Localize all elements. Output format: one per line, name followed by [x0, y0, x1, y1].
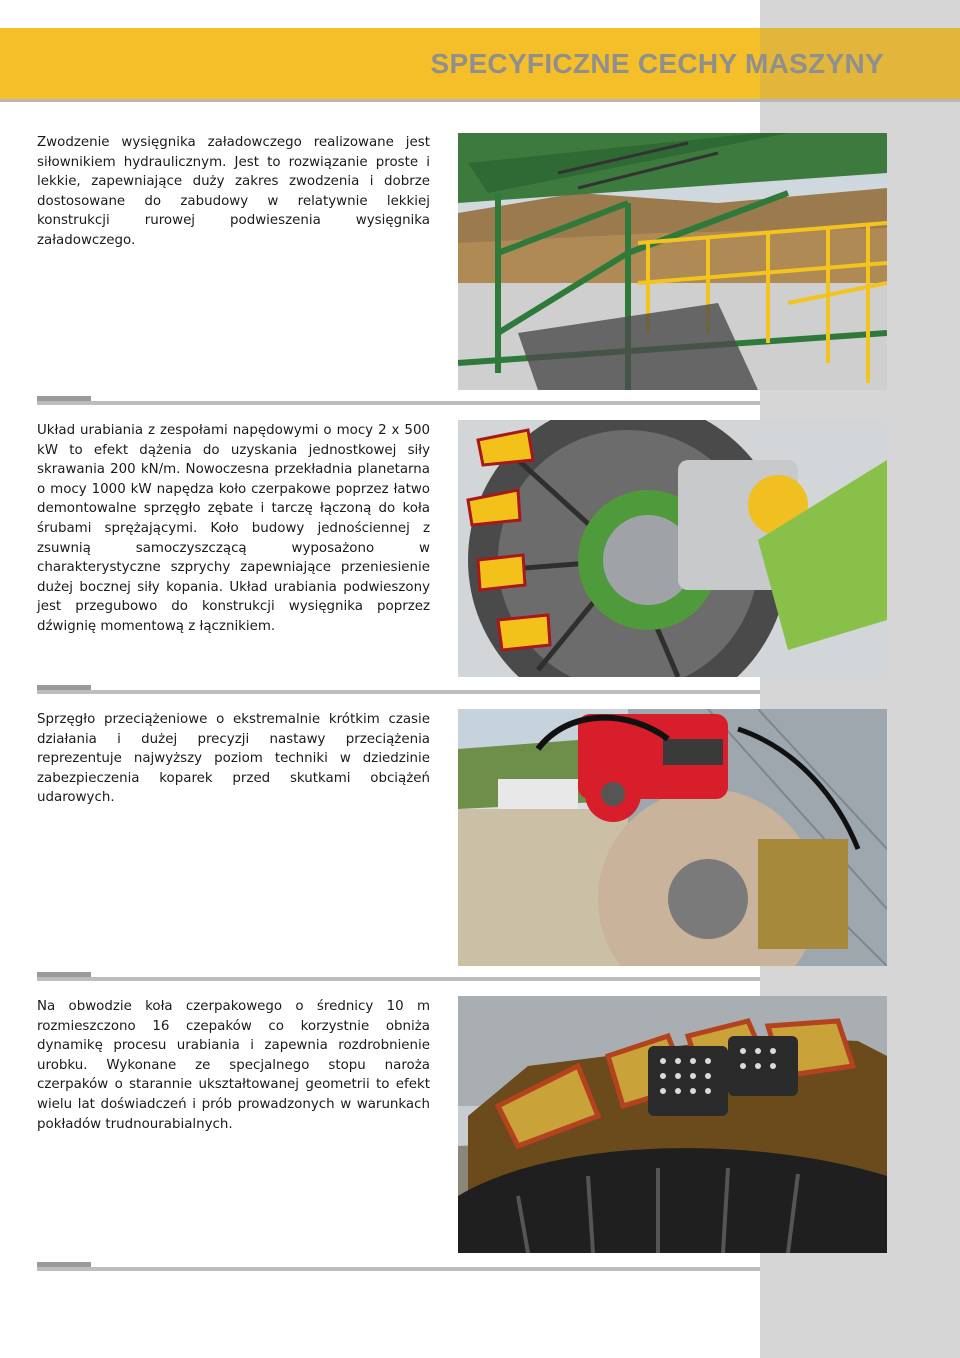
section-2-text: Układ urabiania z zespołami napędowymi o mocy 2 x 500 kW to efekt dążenia do uzyskania jednostkowej siły skrawania 200 kN/m. Nowoczesna przekładnia planetarna o mocy 1000 kW napędza koło czerpakowe poprzez łatwo demontowalne sprzęgło zębate i tarczę łączoną do koła śrubami sprężającymi. Koło budowy jednościennej z zsuwnią samoczyszczącą wyposażono w charakterystyczne szprychy zapewniające przeniesienie dużej bocznej siły kopania. Układ urabiania podwieszony jest przegubowo do konstrukcji wysięgnika poprzez dźwignię momentową z łącznikiem.	[37, 423, 430, 634]
section-4-text: Na obwodzie koła czerpakowego o średnicy 10 m rozmieszczono 16 czepaków co korzystnie obniża dynamikę procesu urabiania i zapewnia rozdrobnienie urobku. Wykonane ze specjalnego stopu naroża czerpaków o starannie ukształtowanej geometrii to efekt wielu lat doświadczeń i prób prowadzonych w warunkach pokładów trudnourabialnych.	[37, 999, 430, 1132]
section-divider	[37, 972, 760, 981]
section-3-text: Sprzęgło przeciążeniowe o ekstremalnie krótkim czasie działania i dużej precyzji nastawy przeciążenia reprezentuje najwyższy poziom techniki w dziedzinie zabezpieczenia koparek przed skutkami obciążeń udarowych.	[37, 712, 430, 806]
photo-boom-structure	[458, 133, 887, 390]
section-1-text: Zwodzenie wysięgnika załadowczego realizowane jest siłownikiem hydraulicznym. Jest to rozwiązanie proste i lekkie, zapewniające duży zakres zwodzenia i dobrze dostosowane do zabudowy w relatywnie lekkiej konstrukcji rurowej podwieszenia wysięgnika załadowczego.	[37, 135, 430, 248]
photo-bucket-wheel-drive	[458, 420, 887, 677]
photo-bucket-teeth	[458, 996, 887, 1253]
page-title: SPECYFICZNE CECHY MASZYNY	[430, 48, 884, 79]
section-divider	[37, 685, 760, 694]
section-divider	[37, 396, 760, 405]
section-divider	[37, 1262, 760, 1271]
header-rule	[0, 99, 960, 102]
photo-overload-clutch	[458, 709, 887, 966]
